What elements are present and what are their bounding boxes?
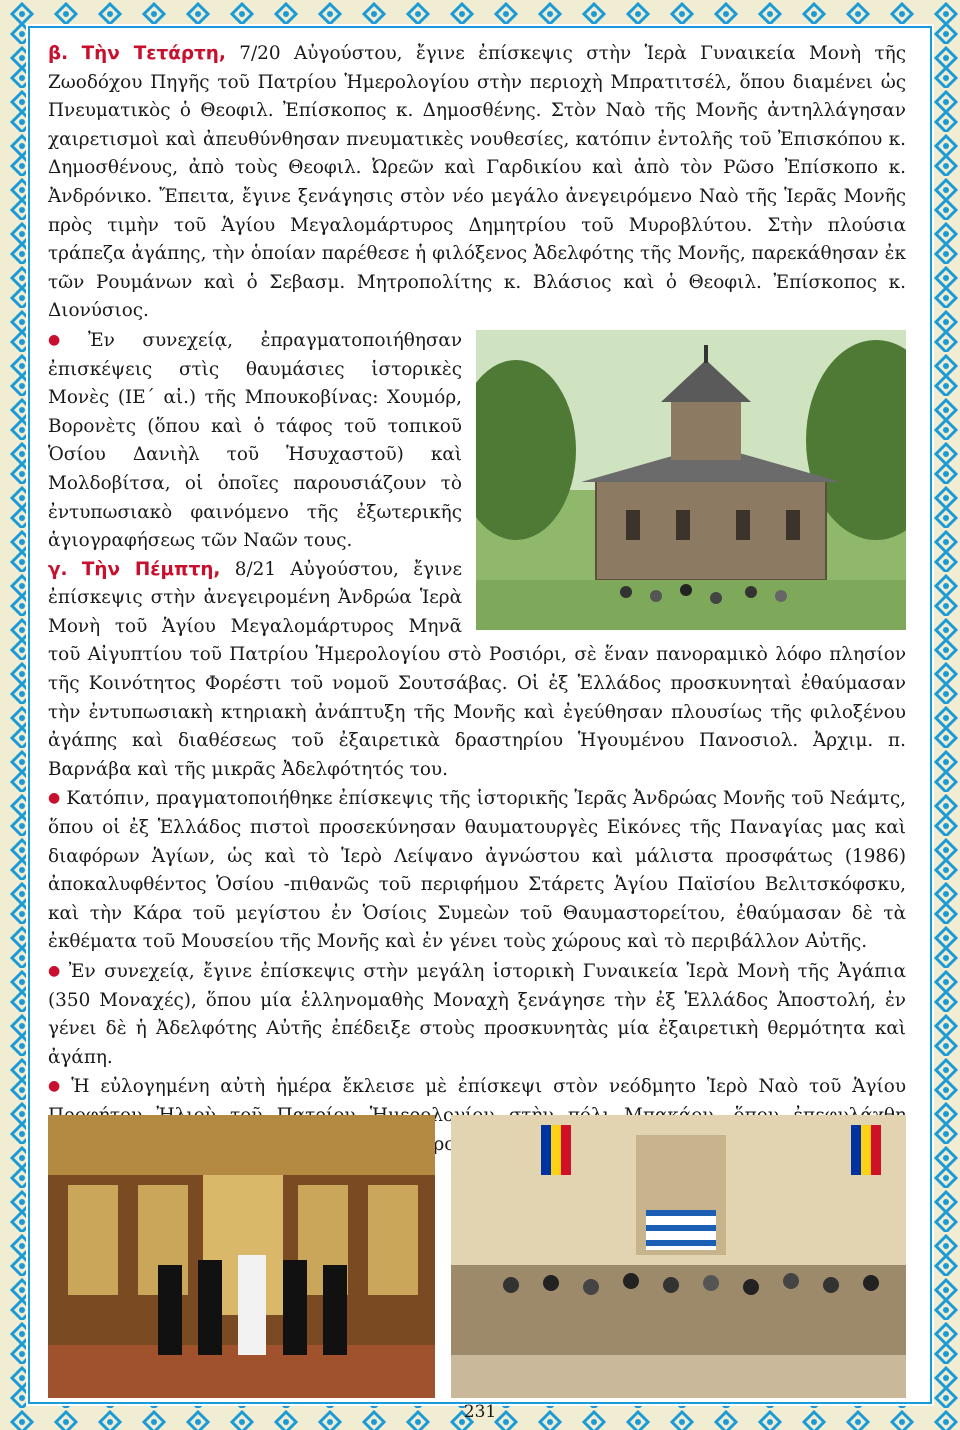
day-heading: Τὴν Τετάρτη, xyxy=(81,43,226,64)
paragraph-text: 7/20 Αὐγούστου, ἔγινε ἐπίσκεψις στὴν Ἱερὰ Γυναικεία Μονὴ τῆς Ζωοδόχου Πηγῆς τοῦ Πατρίου Ἡμερολογίου στὴν περιοχὴ Μπρατιτσέλ, ὅπου διαμένει ὡς Πνευματικὸς ὁ Θεοφιλ. Ἐπίσκοπος κ. Δημοσθένης. Στὸν Ναὸ τῆς Μονῆς ἀντηλλάγησαν χαιρετισμοὶ καὶ ἀπευθύνθησαν πνευματικὲς νουθεσίες, κατόπιν ἐντολῆς τοῦ Ἐπισκόπου κ. Δημοσθένους, ἀπὸ τοὺς Θεοφιλ. Ὠρεῶν καὶ Γαρδικίου καὶ ἀπὸ τὸν Ρῶσο Ἐπίσκοπο κ. Ἀνδρόνικο. Ἔπειτα, ἔγινε ξενάγησις στὸν νέο μεγάλο ἀνεγειρόμενο Ναὸ τῆς Ἱερᾶς Μονῆς πρὸς τιμὴν τοῦ Ἁγίου Μεγαλομάρτυρος Δημητρίου τοῦ Μυροβλύτου. Στὴν πλούσια τράπεζα ἀγάπης, τὴν ὁποίαν παρέθεσε ἡ φιλόξενος Ἀδελφότης τῆς Μονῆς, παρεκάθησαν ἐκ τῶν Ρουμάνων καὶ ὁ Σεβασμ. Μητροπολίτης κ. Βλάσιος καὶ ὁ Θεοφιλ. Ἐπίσκοπος κ. Διονύσιος. xyxy=(48,43,906,322)
paragraph-agapia xyxy=(48,957,906,1072)
page-number: 231 xyxy=(463,1402,497,1422)
paragraph-text: Κατόπιν, πραγματοποιήθηκε ἐπίσκεψις τῆς ἱστορικῆς Ἱερᾶς Ἀνδρώας Μονῆς τοῦ Νεάμτς, ὅπου οἱ ἐξ Ἑλλάδος πιστοὶ προσεκύνησαν θαυματουργὲς Εἰκόνες τῆς Παναγίας μας καὶ διαφόρων Ἁγίων, ὡς καὶ τὸ Ἱερὸ Λείψανο ἀγνώστου καὶ μάλιστα προσφάτως (1986) ἀποκαλυφθέντος Ὁσίου -πιθανῶς τοῦ περιφήμου Στάρετς Ἁγίου Παϊσίου Βελιτσκόφσκυ, καὶ τὴν Κάρα τοῦ μεγίστου ἐν Ὁσίοις Συμεὼν τοῦ Θαυμαστορείτου, ἐθαύμασαν δὲ τὰ ἐκθέματα τοῦ Μουσείου τῆς Μονῆς καὶ ἐν γένει τοὺς χώρους καὶ τὸ περιβάλλον Αὐτῆς. xyxy=(48,788,907,953)
paragraph-text: 8/21 Αὐγούστου, ἔγινε ἐπίσκεψις στὴν ἀνεγειρομένη Ἀνδρώα Ἱερὰ Μονὴ τοῦ Ἁγίου Μεγαλομάρτυρος Μηνᾶ τοῦ Αἰγυπτίου τοῦ Πατρίου Ἡμερολογίου στὸ Ροσιόρι, σὲ ἕναν πανοραμικὸ λόφο πλησίον τῆς Κοινότητος Φορέστι τοῦ νομοῦ Σουτσάβας. Οἱ ἐξ Ἑλλάδος προσκυνηταὶ ἐθαύμασαν τὴν ἐντυπωσιακὴ κτηριακὴ ἀνάπτυξη τῆς Μονῆς καὶ ἐγεύθησαν πλουσίως τῆς φιλοξένου ἀγάπης καὶ διαθέσεως τοῦ ἐξαιρετικὰ δραστηρίου Ἡγουμένου Πανοσιολ. Ἀρχιμ. π. Βαρνάβα καὶ τῆς μικρᾶς Ἀδελφότητός του. xyxy=(48,558,906,780)
paragraph-wednesday xyxy=(48,40,906,326)
bullet-icon: ● xyxy=(48,331,82,348)
paragraph-neamt xyxy=(48,784,906,957)
monastery-church-photo xyxy=(476,330,906,630)
photo-row xyxy=(48,1115,906,1398)
section-label: β. xyxy=(48,43,69,64)
article-body xyxy=(48,40,906,1178)
paragraph-text: Ἡ εὐλογημένη αὐτὴ ἡμέρα ἔκλεισε μὲ ἐπίσκεψι στὸν νεόδμητο Ἱερὸ Ναὸ τοῦ Ἁγίου xyxy=(71,1076,907,1098)
paragraph-text: Ἐν συνεχείᾳ, ἐπραγματοποιήθησαν ἐπισκέψεις στὶς θαυμάσιες ἱστορικὲς Μονὲς (ΙΕ´ αἰ.) τῆς Μπουκοβίνας: Χουμόρ, Βορονὲτς (ὅπου καὶ ὁ τάφος τοῦ τοπικοῦ Ὁσίου Δανιὴλ τοῦ Ἡσυχαστοῦ) καὶ Μολδοβίτσα, οἱ ὁποῖες παρουσιάζουν τὸ ἐντυπωσιακὸ φαινόμενο τῆς ἐξωτερικῆς ἁγιογραφήσεως τῶν Ναῶν τους. xyxy=(48,329,462,552)
bullet-icon: ● xyxy=(48,963,63,979)
church-interior-photo xyxy=(48,1115,435,1398)
bullet-icon: ● xyxy=(48,790,61,807)
bullet-icon: ● xyxy=(48,1078,66,1095)
group-photo xyxy=(451,1115,906,1398)
day-heading: Τὴν Πέμπτη, xyxy=(81,558,221,580)
paragraph-text: Ἐν συνεχείᾳ, ἔγινε ἐπίσκεψις στὴν μεγάλη ἱστορικὴ Γυναικεία Ἱερὰ Μονὴ τῆς Ἀγάπια (350 Μοναχές), ὅπου μία ἑλληνομαθὴς Μοναχὴ ξενάγησε τὴν ἐξ Ἑλλάδος Ἀποστολή, ἐν γένει δὲ ἡ Ἀδελφότης Αὐτῆς ἐπέδειξε στοὺς προσκυνητὰς μία ἐξαιρετικὴ θερμότητα καὶ ἀγάπη. xyxy=(48,961,906,1068)
section-label: γ. xyxy=(48,558,68,580)
